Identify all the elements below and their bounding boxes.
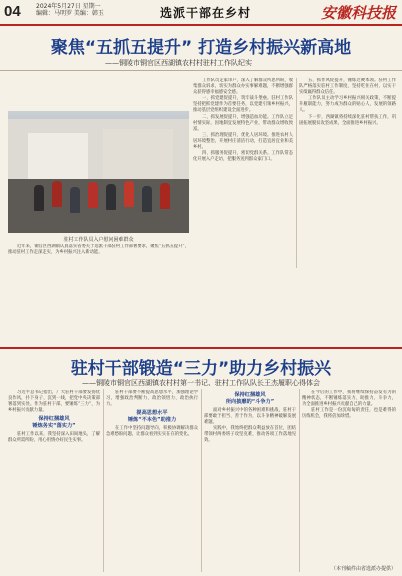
article2-col-c [204, 390, 296, 570]
paragraph: 实践中，我始终把群众利益放在首位，团结带领村两委班子攻坚克难，推动各项工作落地见效。 [204, 426, 296, 444]
date-block [36, 3, 104, 17]
paragraph: 驻村干部要不断提高思想水平，加强理论学习，增强政治判断力、政治领悟力、政治执行力。 [106, 390, 198, 408]
subheading: 提高思想水平 锤炼“不本色”助推力 [127, 410, 177, 424]
article2-col-a [8, 390, 100, 570]
section-title: 选派干部在乡村 [160, 6, 252, 20]
paragraph: 驻村工作是一份沉甸甸的责任，也是难得的历练机会，我将倍加珍惜。 [302, 408, 396, 420]
subheading: 保持红捆雄风 所向披靡的“斗争力” [225, 392, 275, 405]
paragraph: 五、抓作风促提升，锤炼过硬本领。驻村工作队严格落实驻村工作制度，坚持吃住在村，以实干实绩赢得群众信任。 [299, 78, 396, 96]
section-divider [0, 347, 402, 349]
subheading: 保持红捆雄风 锤炼务实“落实力” [32, 416, 76, 430]
paragraph: 二、抓发展促提升，增强造血功能。工作队立足村情实际，因地制宜发展特色产业，带动群众增收致富。 [193, 114, 293, 132]
paragraph: 在今后的工作中，我将继续保持奋发有为的精神状态，不断锤炼落实力、助推力、斗争力，为全面推进乡村振兴贡献自己的力量。 [302, 390, 396, 408]
paragraph: 三、抓治理促提升，优化人居环境。推进农村人居环境整治，开展村庄清洁行动，打造宜居宜业和美乡村。 [193, 132, 293, 151]
article1-photo [8, 111, 189, 233]
paragraph: 近年来，铜官区西湖镇认真落实省委关于选派干部驻村工作部署要求，聚焦“五抓五提升”，推动驻村工作走深走实，为乡村振兴注入新动能。 [8, 244, 189, 256]
paragraph: 面对乡村振兴中的各种困难和挑战，驻村干部要敢于担当、善于作为，以斗争精神破解发展难题。 [204, 408, 296, 426]
page-number: 04 [4, 3, 21, 20]
article2-title: 驻村干部锻造“三力”助力乡村振兴 [70, 359, 332, 379]
newspaper-brand: 安徽科技报 [320, 4, 396, 22]
article1-photo-text [8, 244, 189, 266]
paragraph: 四、抓服务促提升，密切党群关系。工作队常态化开展入户走访，把服务送到群众家门口。 [193, 151, 293, 163]
paragraph: 驻村工作以来，我坚持深入田间地头，了解群众所需所盼，用心用情办好民生实事。 [8, 432, 100, 444]
photo-caption: 驻村工作队员入户慰问困难群众 [63, 237, 134, 243]
article1-title-rule [0, 70, 402, 71]
paragraph: 工作队员走家串户，深入了解群众所思所盼，收集群众诉求，切实为群众办实事解难题，不断增强群众获得感幸福感安全感。 [193, 78, 293, 96]
paragraph: 在工作中坚持问题导向，积极协调解决群众急难愁盼问题，让群众看到实实在在的变化。 [106, 426, 198, 438]
article2-col-d [302, 390, 396, 562]
header-rule [0, 24, 402, 26]
article2-col-b [106, 390, 198, 570]
footer-note: （本刊稿件由省选派办提供） [330, 566, 396, 572]
column-divider [103, 389, 104, 572]
column-divider [299, 389, 300, 572]
paragraph: 工作队员主动学习乡村振兴相关政策，不断提升履职能力，努力成为群众的贴心人、发展的领路人。 [299, 96, 396, 114]
page-header [0, 0, 402, 26]
paragraph: 一、抓党建促提升，筑牢战斗堡垒。驻村工作队坚持把抓党建作为首要任务，以党建引领乡村振兴，推动基层党组织建设全面进步。 [193, 96, 293, 114]
date-line: 2024年5月27日 星期一 [36, 3, 101, 10]
paragraph: 下一步，西湖镇将持续深化驻村帮扶工作，巩固拓展脱贫攻坚成果，全面推进乡村振兴。 [299, 114, 396, 126]
paragraph: 习近平总书记指出，广大驻村干部要发扬优良作风，扑下身子、沉到一线，把党中央决策部署落到实处。作为驻村干部，要锤炼“三力”，为乡村振兴贡献力量。 [8, 390, 100, 414]
column-divider [201, 389, 202, 572]
article1-subtitle: ——铜陵市铜官区西湖镇农村村驻村工作队纪实 [105, 59, 252, 67]
column-divider [296, 78, 297, 268]
article1-title: 聚焦“五抓五提升” 打造乡村振兴新高地 [50, 38, 352, 58]
article1-col-b [193, 78, 293, 268]
article2-subtitle: ——铜陵市铜官区西湖镇农村村第一书记、驻村工作队队长王杰履职心得体会 [82, 379, 320, 387]
editor-line: 编辑：马明罗 美编：韩玉 [36, 10, 104, 17]
article1-col-c [299, 78, 396, 268]
